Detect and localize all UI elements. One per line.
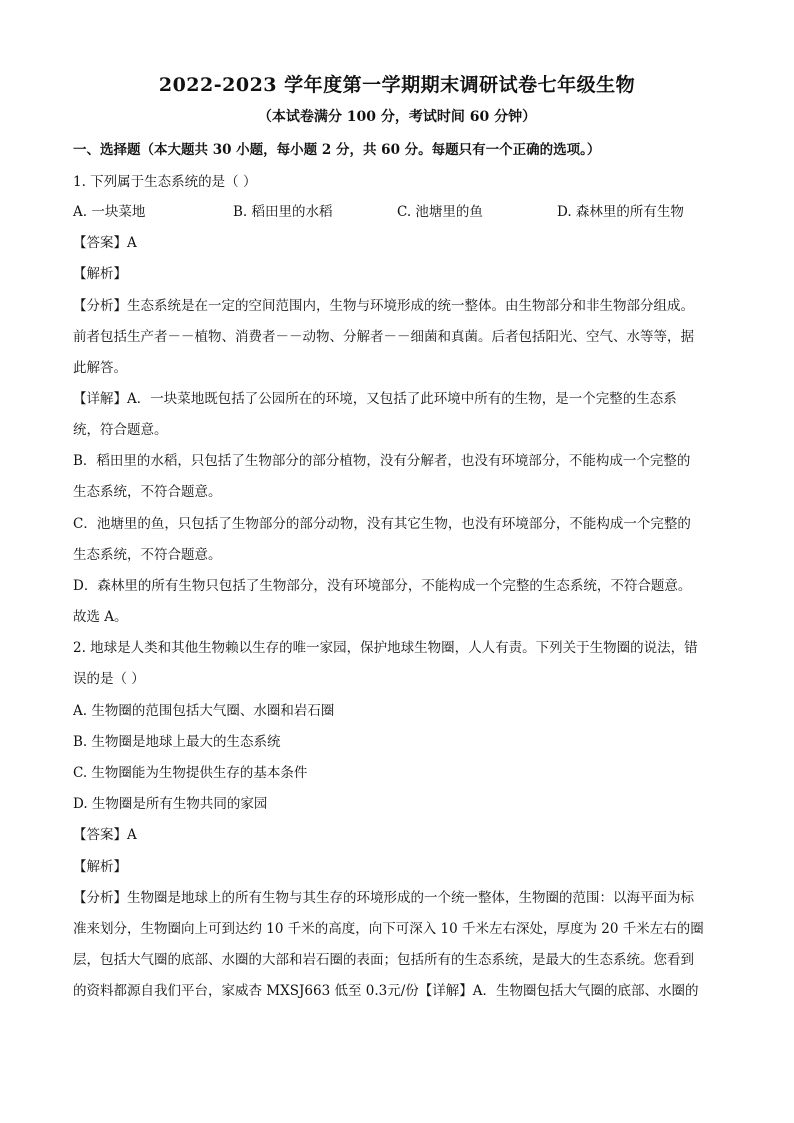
q1-option-d: D. 森林里的所有生物 — [557, 204, 684, 220]
q2-answer: 【答案】A — [73, 827, 137, 843]
q1-analysis-line: 此解答。 — [73, 360, 127, 376]
q1-option-a: A. 一块菜地 — [73, 204, 146, 220]
q1-answer: 【答案】A — [73, 235, 137, 251]
q1-detail-line: 【详解】A．一块菜地既包括了公园所在的环境，又包括了此环境中所有的生物，是一个完整的生态系 — [73, 391, 677, 407]
page-subtitle: （本试卷满分 100 分，考试时间 60 分钟） — [257, 109, 537, 125]
q1-detail-line: C．池塘里的鱼，只包括了生物部分的部分动物，没有其它生物，也没有环境部分，不能构成一个完整的 — [73, 516, 691, 532]
q1-option-b: B. 稻田里的水稻 — [233, 204, 333, 220]
q2-analysis-line: 的资料都源自我们平台，家威杏 MXSJ663 低至 0.3元/份【详解】A．生物圈包括大气圈的底部、水圈的 — [73, 983, 699, 999]
q2-stem-line: 误的是（ ） — [73, 671, 145, 687]
section-heading: 一、选择题（本大题共 30 小题，每小题 2 分，共 60 分。每题只有一个正确的选项。） — [73, 142, 601, 158]
q2-analysis-line: 准来划分，生物圈向上可到达约 10 千米的高度，向下可深入 10 千米左右深处，厚度为 20 千米左右的圈 — [73, 921, 704, 937]
q1-detail-line: 生态系统，不符合题意。 — [73, 484, 222, 500]
q1-analysis-line: 【分析】生态系统是在一定的空间范围内，生物与环境形成的统一整体。由生物部分和非生物部分组成。 — [73, 298, 694, 314]
q2-analysis-label: 【解析】 — [73, 859, 127, 875]
q1-detail-line: B．稻田里的水稻，只包括了生物部分的部分植物，没有分解者，也没有环境部分，不能构成一个完整的 — [73, 453, 691, 469]
q1-option-c: C. 池塘里的鱼 — [397, 204, 483, 220]
q1-stem: 1. 下列属于生态系统的是（ ） — [73, 174, 257, 190]
q1-analysis-line: 前者包括生产者－－植物、消费者－－动物、分解者－－细菌和真菌。后者包括阳光、空气、水等等，据 — [73, 329, 694, 345]
q1-detail-line: 生态系统，不符合题意。 — [73, 547, 222, 563]
q2-option-d: D. 生物圈是所有生物共同的家园 — [73, 796, 268, 812]
q2-analysis-line: 层，包括大气圈的底部、水圈的大部和岩石圈的表面；包括所有的生态系统，是最大的生态系统。您看到 — [73, 952, 694, 968]
q2-option-a: A. 生物圈的范围包括大气圈、水圈和岩石圈 — [73, 703, 335, 719]
q2-analysis-line: 【分析】生物圈是地球上的所有生物与其生存的环境形成的一个统一整体，生物圈的范围：以海平面为标 — [73, 890, 694, 906]
q2-option-b: B. 生物圈是地球上最大的生态系统 — [73, 734, 281, 750]
q1-detail-line: 故选 A。 — [73, 609, 128, 625]
q1-analysis-label: 【解析】 — [73, 266, 127, 282]
page-title: 2022-2023 学年度第一学期期末调研试卷七年级生物 — [158, 74, 636, 96]
q1-detail-line: 统，符合题意。 — [73, 422, 168, 438]
q1-detail-line: D．森林里的所有生物只包括了生物部分，没有环境部分，不能构成一个完整的生态系统，不符合题意。 — [73, 578, 692, 594]
q2-stem-line: 2. 地球是人类和其他生物赖以生存的唯一家园，保护地球生物圈，人人有责。下列关于生物圈的说法，错 — [73, 640, 698, 656]
q2-option-c: C. 生物圈能为生物提供生存的基本条件 — [73, 765, 308, 781]
